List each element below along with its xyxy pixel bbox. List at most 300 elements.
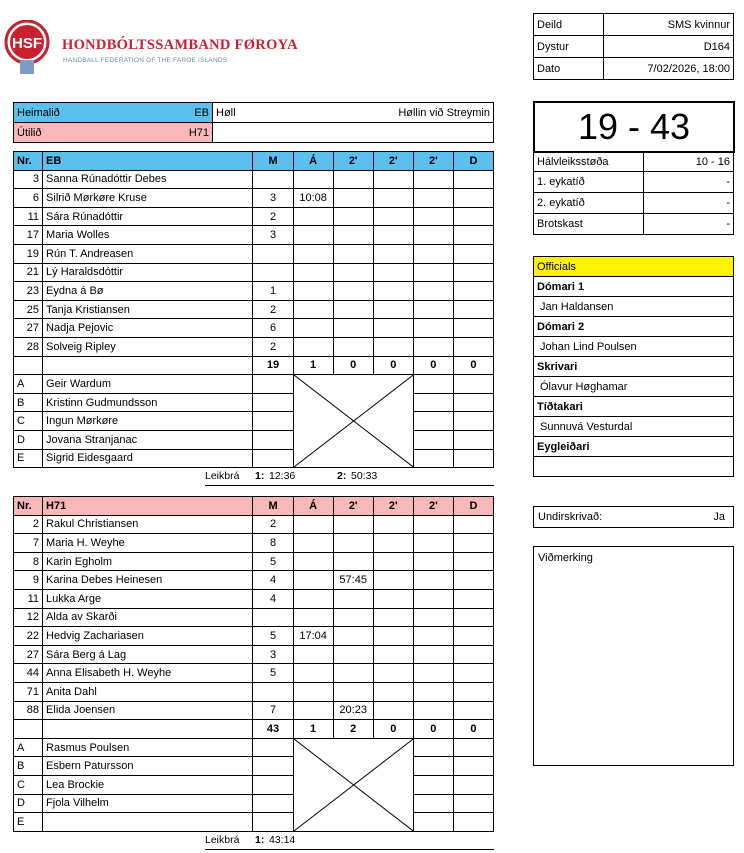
player-s2 [373,515,413,534]
home-player-row [14,244,494,263]
away-col-1: M [253,497,293,516]
player-number: 3 [14,170,43,189]
staff-name: Esbern Patursson [43,757,253,776]
player-m: 4 [253,589,293,608]
player-d [453,282,493,301]
away-player-row [14,664,494,683]
player-s2 [373,534,413,553]
timekeeper-label: Tíðtakari [534,397,734,417]
player-s3 [413,571,453,590]
player-s2 [373,627,413,646]
home-player-row [14,189,494,208]
player-s3 [413,608,453,627]
player-s1 [333,589,373,608]
away-staff-row [14,813,494,832]
ot1-value: - [644,172,734,193]
home-staff-row [14,375,494,394]
player-number: 27 [14,645,43,664]
total-m: 19 [253,356,293,375]
player-m: 2 [253,337,293,356]
player-name: Silrið Mørkøre Kruse [43,189,253,208]
player-m: 2 [253,515,293,534]
player-number: 12 [14,608,43,627]
total-s3: 0 [413,356,453,375]
player-s3 [413,534,453,553]
home-timeouts [205,468,494,486]
observer-label: Eygleiðari [534,437,734,457]
cross-mark [294,375,413,467]
player-m [253,682,293,701]
player-a [293,682,333,701]
remark-label: Viðmerking [538,552,593,564]
away-col-2: Á [293,497,333,516]
player-s3 [413,319,453,338]
away-col-6: D [453,497,493,516]
player-number: 88 [14,701,43,720]
away-staff-cross [293,738,413,831]
away-staff-row [14,738,494,757]
player-s2 [373,337,413,356]
player-name: Maria H. Weyhe [43,534,253,553]
referee1-label: Dómari 1 [534,277,734,297]
player-name: Rakul Christiansen [43,515,253,534]
staff-name: Kristinn Gudmundsson [43,393,253,412]
total-s2: 0 [373,356,413,375]
player-name: Maria Wolles [43,226,253,245]
player-number: 7 [14,534,43,553]
home-player-row [14,226,494,245]
player-d [453,226,493,245]
player-s1: 57:45 [333,571,373,590]
staff-code: D [14,430,43,449]
player-a: 10:08 [293,189,333,208]
player-s2 [373,682,413,701]
timeout2-label: 2: [337,470,347,483]
player-name: Karina Debes Heinesen [43,571,253,590]
total-s1: 2 [333,720,373,739]
away-player-row [14,534,494,553]
total-s2: 0 [373,720,413,739]
home-staff-row [14,393,494,412]
player-s2 [373,226,413,245]
player-d [453,263,493,282]
player-m: 3 [253,645,293,664]
dato-label: Dato [534,58,604,80]
player-s2 [373,282,413,301]
player-d [453,170,493,189]
player-d [453,682,493,701]
player-a [293,300,333,319]
player-a [293,571,333,590]
player-number: 44 [14,664,43,683]
player-name: Hedvig Zachariasen [43,627,253,646]
player-d [453,608,493,627]
player-s1 [333,207,373,226]
home-player-row [14,207,494,226]
away-col-3: 2' [333,497,373,516]
home-staff-cross [293,375,413,468]
player-m: 6 [253,319,293,338]
timeout-label: Leikbrá [205,833,240,846]
player-d [453,571,493,590]
player-a [293,319,333,338]
dystur-label: Dystur [534,36,604,58]
player-s3 [413,701,453,720]
officials-header: Officials [534,257,734,277]
player-name: Solveig Ripley [43,337,253,356]
player-s2 [373,300,413,319]
player-name: Elida Joensen [43,701,253,720]
staff-code: E [14,449,43,468]
player-s2 [373,170,413,189]
home-col-1: M [253,152,293,171]
away-roster-table [13,496,494,832]
total-m: 43 [253,720,293,739]
player-s1 [333,645,373,664]
player-s3 [413,244,453,263]
player-number: 25 [14,300,43,319]
player-s2 [373,571,413,590]
player-s2 [373,263,413,282]
officials-table [533,256,734,477]
away-player-row [14,627,494,646]
ot2-value: - [644,193,734,214]
home-staff-row [14,449,494,468]
player-s3 [413,664,453,683]
penalty-value: - [644,214,734,235]
referee2-label: Dómari 2 [534,317,734,337]
away-player-row [14,608,494,627]
player-name: Rún T. Andreasen [43,244,253,263]
staff-name: Sigrid Eidesgaard [43,449,253,468]
player-m [253,263,293,282]
away-col-nr: Nr. [14,497,43,516]
player-d [453,189,493,208]
cross-mark [294,739,413,831]
home-player-row [14,337,494,356]
player-a [293,226,333,245]
dystur-value: D164 [604,36,734,58]
player-d [453,534,493,553]
home-staff-row [14,412,494,431]
player-name: Lukka Arge [43,589,253,608]
player-a [293,207,333,226]
player-number: 19 [14,244,43,263]
player-number: 21 [14,263,43,282]
player-s2 [373,589,413,608]
staff-name: Lea Brockie [43,775,253,794]
player-m: 2 [253,207,293,226]
away-team-cell [14,123,213,143]
player-number: 28 [14,337,43,356]
away-timeouts [205,832,494,850]
away-player-row [14,589,494,608]
half-score: 10 - 16 [644,152,734,172]
signed-value: Ja [713,511,725,523]
away-player-row [14,552,494,571]
player-d [453,552,493,571]
player-s3 [413,552,453,571]
away-team-name: H71 [43,497,253,516]
player-name: Lý Haraldsdóttir [43,263,253,282]
home-totals-row [14,356,494,375]
referee2-name: Johan Lind Poulsen [534,337,734,357]
player-name: Karin Egholm [43,552,253,571]
player-s3 [413,226,453,245]
player-s1 [333,244,373,263]
player-s3 [413,282,453,301]
away-staff-row [14,757,494,776]
home-team: EB [194,106,209,119]
away-totals-row [14,720,494,739]
staff-name: Geir Wardum [43,375,253,394]
away-staff-row [14,775,494,794]
player-s3 [413,337,453,356]
total-d: 0 [453,356,493,375]
player-number: 27 [14,319,43,338]
away-staff-row [14,794,494,813]
home-label: Heimalið [17,106,60,119]
player-s2 [373,645,413,664]
player-s1 [333,263,373,282]
staff-code: D [14,794,43,813]
home-col-6: D [453,152,493,171]
player-m [253,608,293,627]
staff-code: A [14,738,43,757]
signed-label: Undirskrivað: [538,511,603,523]
staff-code: A [14,375,43,394]
half-label: Hálvleiksstøða [534,152,644,172]
player-s2 [373,552,413,571]
player-number: 11 [14,207,43,226]
timeout2-value: 50:33 [351,470,378,483]
home-team-block [13,151,494,486]
player-name: Nadja Pejovic [43,319,253,338]
player-s3 [413,263,453,282]
away-team-block [13,496,494,850]
signed-box [533,506,734,528]
deild-label: Deild [534,14,604,36]
player-s2 [373,319,413,338]
player-a [293,337,333,356]
hall-value: Høllin við Streymin [253,103,494,123]
staff-code: C [14,412,43,431]
player-s1: 20:23 [333,701,373,720]
home-player-row [14,300,494,319]
venue-table [13,102,494,143]
player-s1 [333,170,373,189]
total-s1: 0 [333,356,373,375]
player-a [293,701,333,720]
home-col-2: Á [293,152,333,171]
player-m: 4 [253,571,293,590]
player-a: 17:04 [293,627,333,646]
player-d [453,515,493,534]
timeout1-label: 1: [255,833,265,846]
player-number: 8 [14,552,43,571]
player-a [293,552,333,571]
player-a [293,534,333,553]
staff-name: Fjola Vilhelm [43,794,253,813]
away-col-5: 2' [413,497,453,516]
player-number: 22 [14,627,43,646]
player-d [453,319,493,338]
referee1-name: Jan Haldansen [534,297,734,317]
player-s1 [333,664,373,683]
away-player-row [14,515,494,534]
player-a [293,244,333,263]
total-s3: 0 [413,720,453,739]
home-player-row [14,263,494,282]
player-a [293,170,333,189]
home-col-nr: Nr. [14,152,43,171]
player-a [293,515,333,534]
player-s1 [333,282,373,301]
player-name: Sanna Rúnadóttir Debes [43,170,253,189]
player-s1 [333,608,373,627]
player-s3 [413,515,453,534]
player-d [453,664,493,683]
final-score: 19 - 43 [533,101,735,153]
player-name: Alda av Skarði [43,608,253,627]
timeout1-value: 12:36 [269,470,296,483]
home-player-row [14,282,494,301]
home-col-4: 2' [373,152,413,171]
player-s1 [333,189,373,208]
player-s3 [413,189,453,208]
home-roster-table [13,151,494,468]
player-s1 [333,337,373,356]
player-s2 [373,189,413,208]
player-d [453,589,493,608]
player-m: 8 [253,534,293,553]
player-number: 71 [14,682,43,701]
timeout1-label: 1: [255,470,265,483]
player-s3 [413,300,453,319]
player-number: 23 [14,282,43,301]
player-number: 6 [14,189,43,208]
player-name: Sára Berg á Lag [43,645,253,664]
player-s1 [333,300,373,319]
player-d [453,627,493,646]
player-m: 3 [253,189,293,208]
player-m: 1 [253,282,293,301]
player-d [453,207,493,226]
venue-blank [213,123,494,143]
player-m: 7 [253,701,293,720]
player-d [453,645,493,664]
player-name: Tanja Kristiansen [43,300,253,319]
away-player-row [14,645,494,664]
staff-code: C [14,775,43,794]
player-s3 [413,207,453,226]
player-s1 [333,682,373,701]
player-s3 [413,627,453,646]
player-number: 9 [14,571,43,590]
player-a [293,664,333,683]
deild-value: SMS kvinnur [604,14,734,36]
player-s2 [373,664,413,683]
home-team-name: EB [43,152,253,171]
total-d: 0 [453,720,493,739]
hsf-logo [4,20,50,79]
home-player-row [14,319,494,338]
player-a [293,589,333,608]
svg-text:HSF: HSF [12,35,42,52]
player-s2 [373,207,413,226]
player-s1 [333,515,373,534]
home-col-3: 2' [333,152,373,171]
hall-label: Høll [213,103,253,123]
player-a [293,608,333,627]
staff-name: Jovana Stranjanac [43,430,253,449]
staff-name [43,813,253,832]
remark-box [533,546,734,766]
player-s2 [373,701,413,720]
ot2-label: 2. eykatíð [534,193,644,214]
staff-name: Rasmus Poulsen [43,738,253,757]
player-number: 11 [14,589,43,608]
player-a [293,263,333,282]
staff-code: B [14,393,43,412]
player-s1 [333,627,373,646]
player-s3 [413,589,453,608]
player-d [453,300,493,319]
player-s2 [373,244,413,263]
staff-code: E [14,813,43,832]
player-s1 [333,319,373,338]
player-name: Anita Dahl [43,682,253,701]
scorer-label: Skrivari [534,357,734,377]
player-s3 [413,682,453,701]
away-player-row [14,682,494,701]
total-a: 1 [293,720,333,739]
timekeeper-name: Sunnuvá Vesturdal [534,417,734,437]
player-s1 [333,552,373,571]
federation-subtitle: HANDBALL FEDERATION OF THE FAROE ISLANDS [63,57,228,64]
player-m: 5 [253,552,293,571]
player-s3 [413,645,453,664]
player-a [293,282,333,301]
home-col-5: 2' [413,152,453,171]
match-info-table [533,13,734,80]
home-staff-row [14,430,494,449]
player-number: 17 [14,226,43,245]
player-s1 [333,226,373,245]
observer-name [534,457,734,477]
federation-name: HONDBÓLTSSAMBAND FØROYA [62,37,298,53]
player-m [253,170,293,189]
away-player-row [14,571,494,590]
away-label: Útilið [17,126,42,139]
scorer-name: Ólavur Høghamar [534,377,734,397]
total-a: 1 [293,356,333,375]
player-s2 [373,608,413,627]
player-s3 [413,170,453,189]
player-d [453,337,493,356]
player-m: 3 [253,226,293,245]
player-name: Sára Rúnadóttir [43,207,253,226]
penalty-label: Brotskast [534,214,644,235]
player-name: Anna Elisabeth H. Weyhe [43,664,253,683]
player-number: 2 [14,515,43,534]
staff-name: Ingun Mørkøre [43,412,253,431]
away-player-row [14,701,494,720]
player-d [453,701,493,720]
staff-code: B [14,757,43,776]
player-a [293,645,333,664]
player-s1 [333,534,373,553]
